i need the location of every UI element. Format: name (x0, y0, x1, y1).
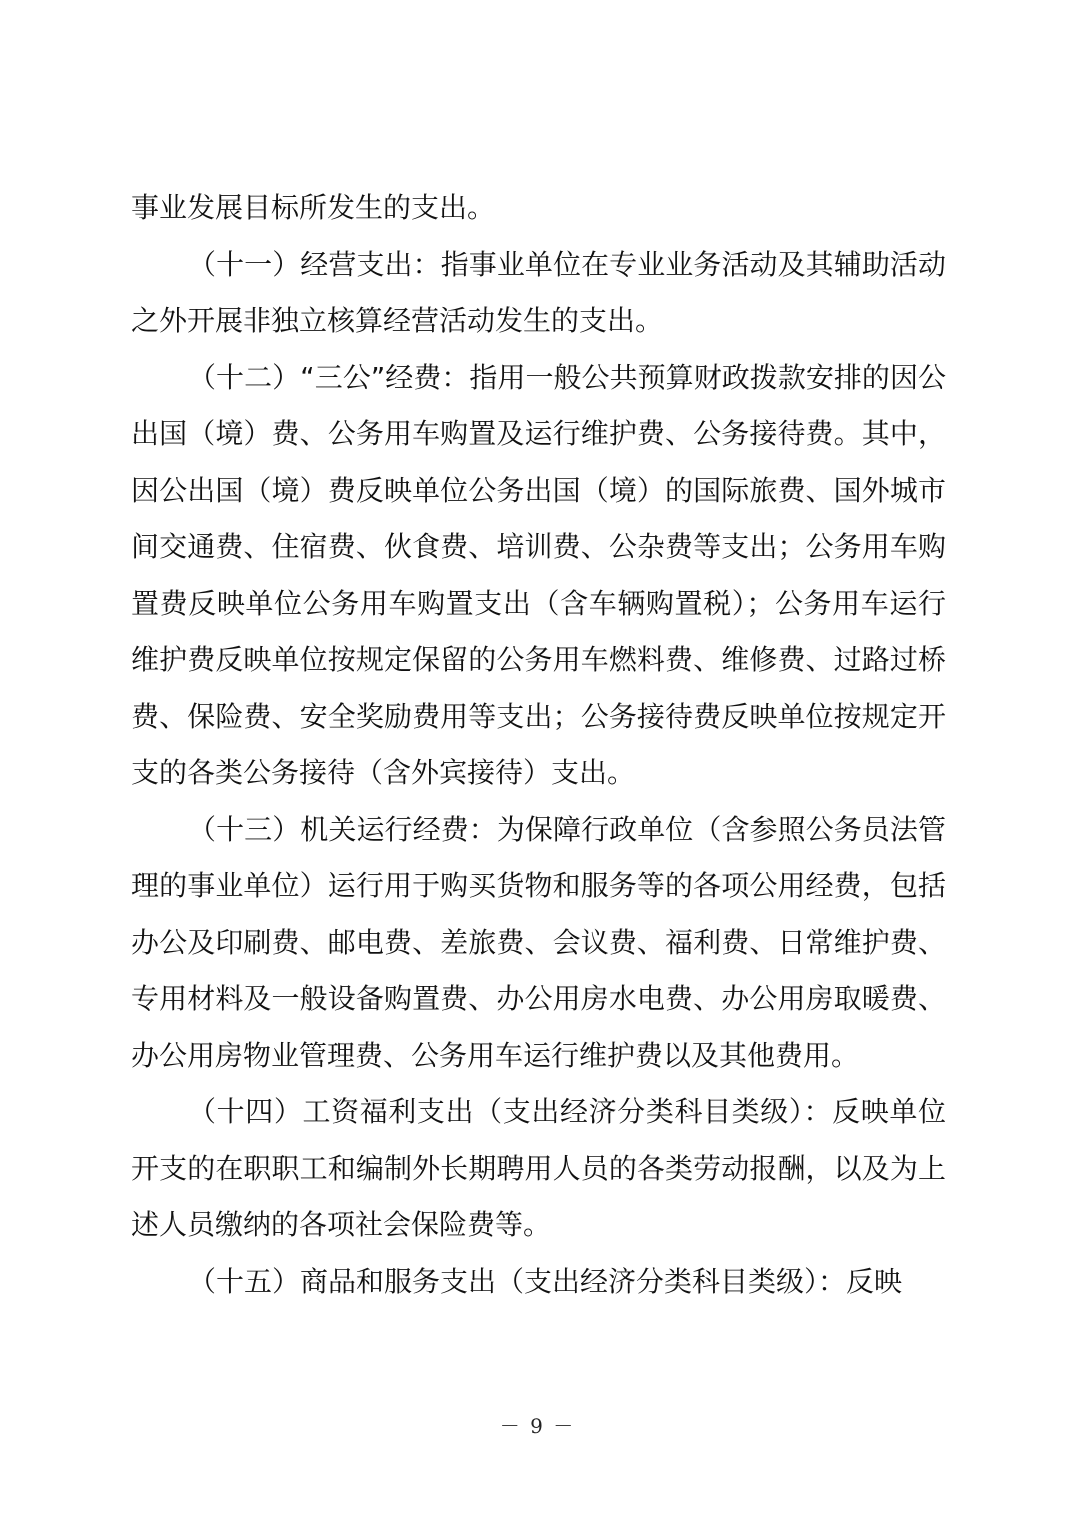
document-body (131, 180, 946, 1310)
paragraph-three-public-expenses: （十二）“三公”经费：指用一般公共预算财政拨款安排的因公出国（境）费、公务用车购置及运行维护费、公务接待费。其中，因公出国（境）费反映单位公务出国（境）的国际旅费、国外城市间交通费、住宿费、伙食费、培训费、公杂费等支出；公务用车购置费反映单位公务用车购置支出（含车辆购置税）；公务用车运行维护费反映单位按规定保留的公务用车燃料费、维修费、过路过桥费、保险费、安全奖励费用等支出；公务接待费反映单位按规定开支的各类公务接待（含外宾接待）支出。 (131, 360, 946, 789)
paragraph-wages-welfare: （十四）工资福利支出（支出经济分类科目类级）：反映单位开支的在职职工和编制外长期聘用人员的各类劳动报酬，以及为上述人员缴纳的各项社会保险费等。 (131, 1095, 946, 1241)
paragraph-continuation: 事业发展目标所发生的支出。 (131, 191, 496, 224)
page-number: － 9 － (499, 1414, 576, 1438)
paragraph-goods-services: （十五）商品和服务支出（支出经济分类科目类级）：反映 (188, 1264, 903, 1298)
paragraph-agency-operating-funds: （十三）机关运行经费：为保障行政单位（含参照公务员法管理的事业单位）运行用于购买货物和服务等的各项公用经费，包括办公及印刷费、邮电费、差旅费、会议费、福利费、日常维护费、专用材料及一般设备购置费、办公用房水电费、办公用房取暖费、办公用房物业管理费、公务用车运行维护费以及其他费用。 (131, 812, 946, 1072)
paragraph-operating-expenditure: （十一）经营支出：指事业单位在专业业务活动及其辅助活动之外开展非独立核算经营活动发生的支出。 (131, 247, 946, 337)
